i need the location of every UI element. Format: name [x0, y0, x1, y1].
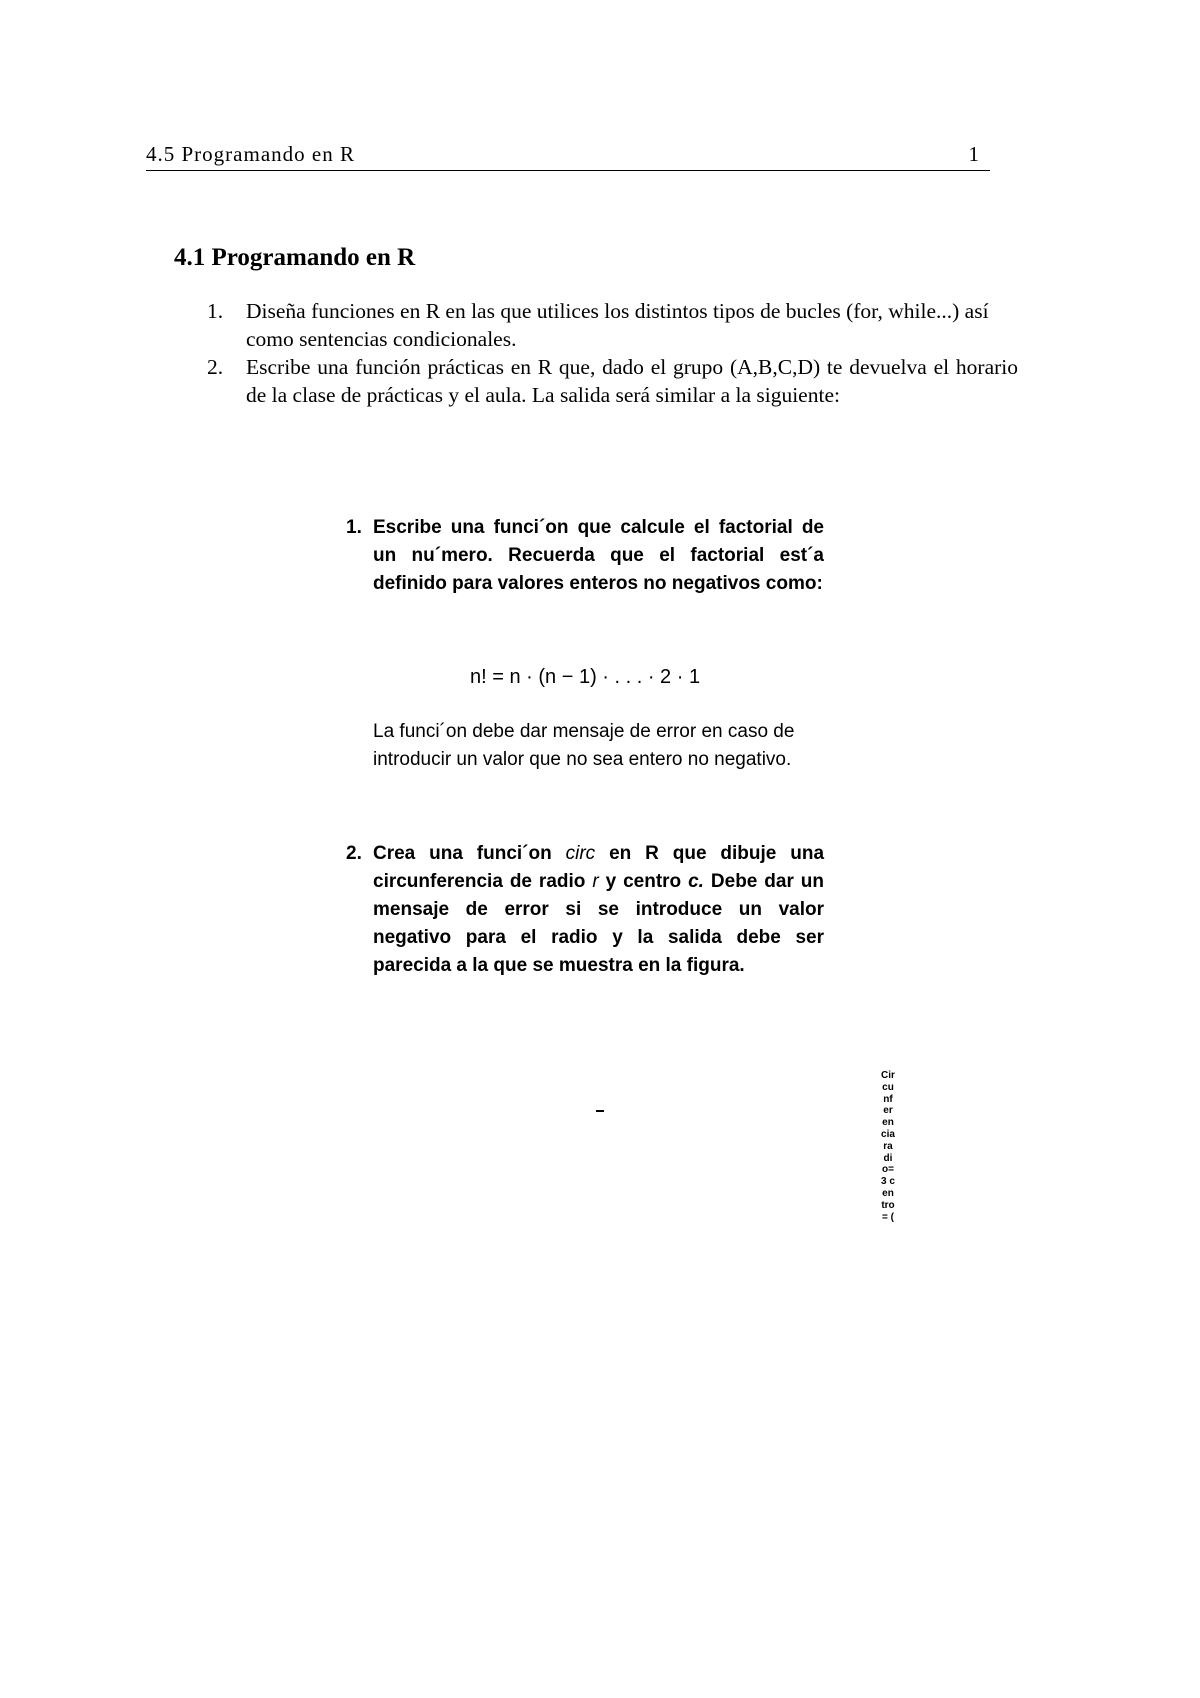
exercise-list	[207, 297, 1018, 409]
embedded-exercise-number: 2.	[346, 843, 362, 864]
list-item-number: 1.	[207, 299, 224, 323]
section-title: 4.1 Programando en R	[174, 244, 416, 271]
embedded-exercise-2	[346, 840, 826, 980]
statement-part: en R que dibuje una circunferencia de radio	[373, 843, 825, 892]
embedded-exercise-number: 1.	[346, 517, 362, 538]
statement-part: Debe dar un mensaje de error si se introduce un valor negativo para el radio y la salida debe ser parecida a la que se muestra en la figura.	[373, 871, 825, 976]
center-symbol: c.	[688, 871, 704, 892]
list-item-text: Escribe una función prácticas en R que, dado el grupo (A,B,C,D) te devuelva el horario de la clase de prácticas y el aula. La salida será similar a la siguiente:	[246, 355, 1018, 407]
statement-part: y centro	[605, 871, 682, 892]
radius-symbol: r	[592, 871, 599, 892]
list-item-number: 2.	[207, 355, 224, 379]
embedded-exercise-statement	[373, 840, 824, 980]
embedded-exercise-note: La funci´on debe dar mensaje de error en caso de introducir un valor que no sea entero no negativo.	[373, 721, 795, 770]
page-number: 1	[968, 142, 980, 166]
function-name: circ	[565, 843, 596, 864]
statement-part: Crea una funci´on	[373, 843, 552, 864]
list-item	[207, 353, 1018, 409]
figure-title-vertical: Circunferencia radio= 3 centro= (	[881, 1070, 895, 1223]
embedded-exercise-statement: Escribe una funci´on que calcule el factorial de un nu´mero. Recuerda que el factorial est´a definido para valores enteros no negativos como:	[373, 517, 824, 594]
list-item-text: Diseña funciones en R en las que utilices los distintos tipos de bucles (for, while...) así como sentencias condicionales.	[246, 299, 989, 351]
list-item	[207, 297, 1018, 353]
running-head	[146, 140, 990, 171]
factorial-formula: n! = n · (n − 1) · . . . · 2 · 1	[470, 666, 701, 688]
embedded-exercise-1	[346, 514, 826, 598]
running-head-title: 4.5 Programando en R	[146, 142, 355, 166]
figure-stray-mark	[596, 1110, 604, 1112]
